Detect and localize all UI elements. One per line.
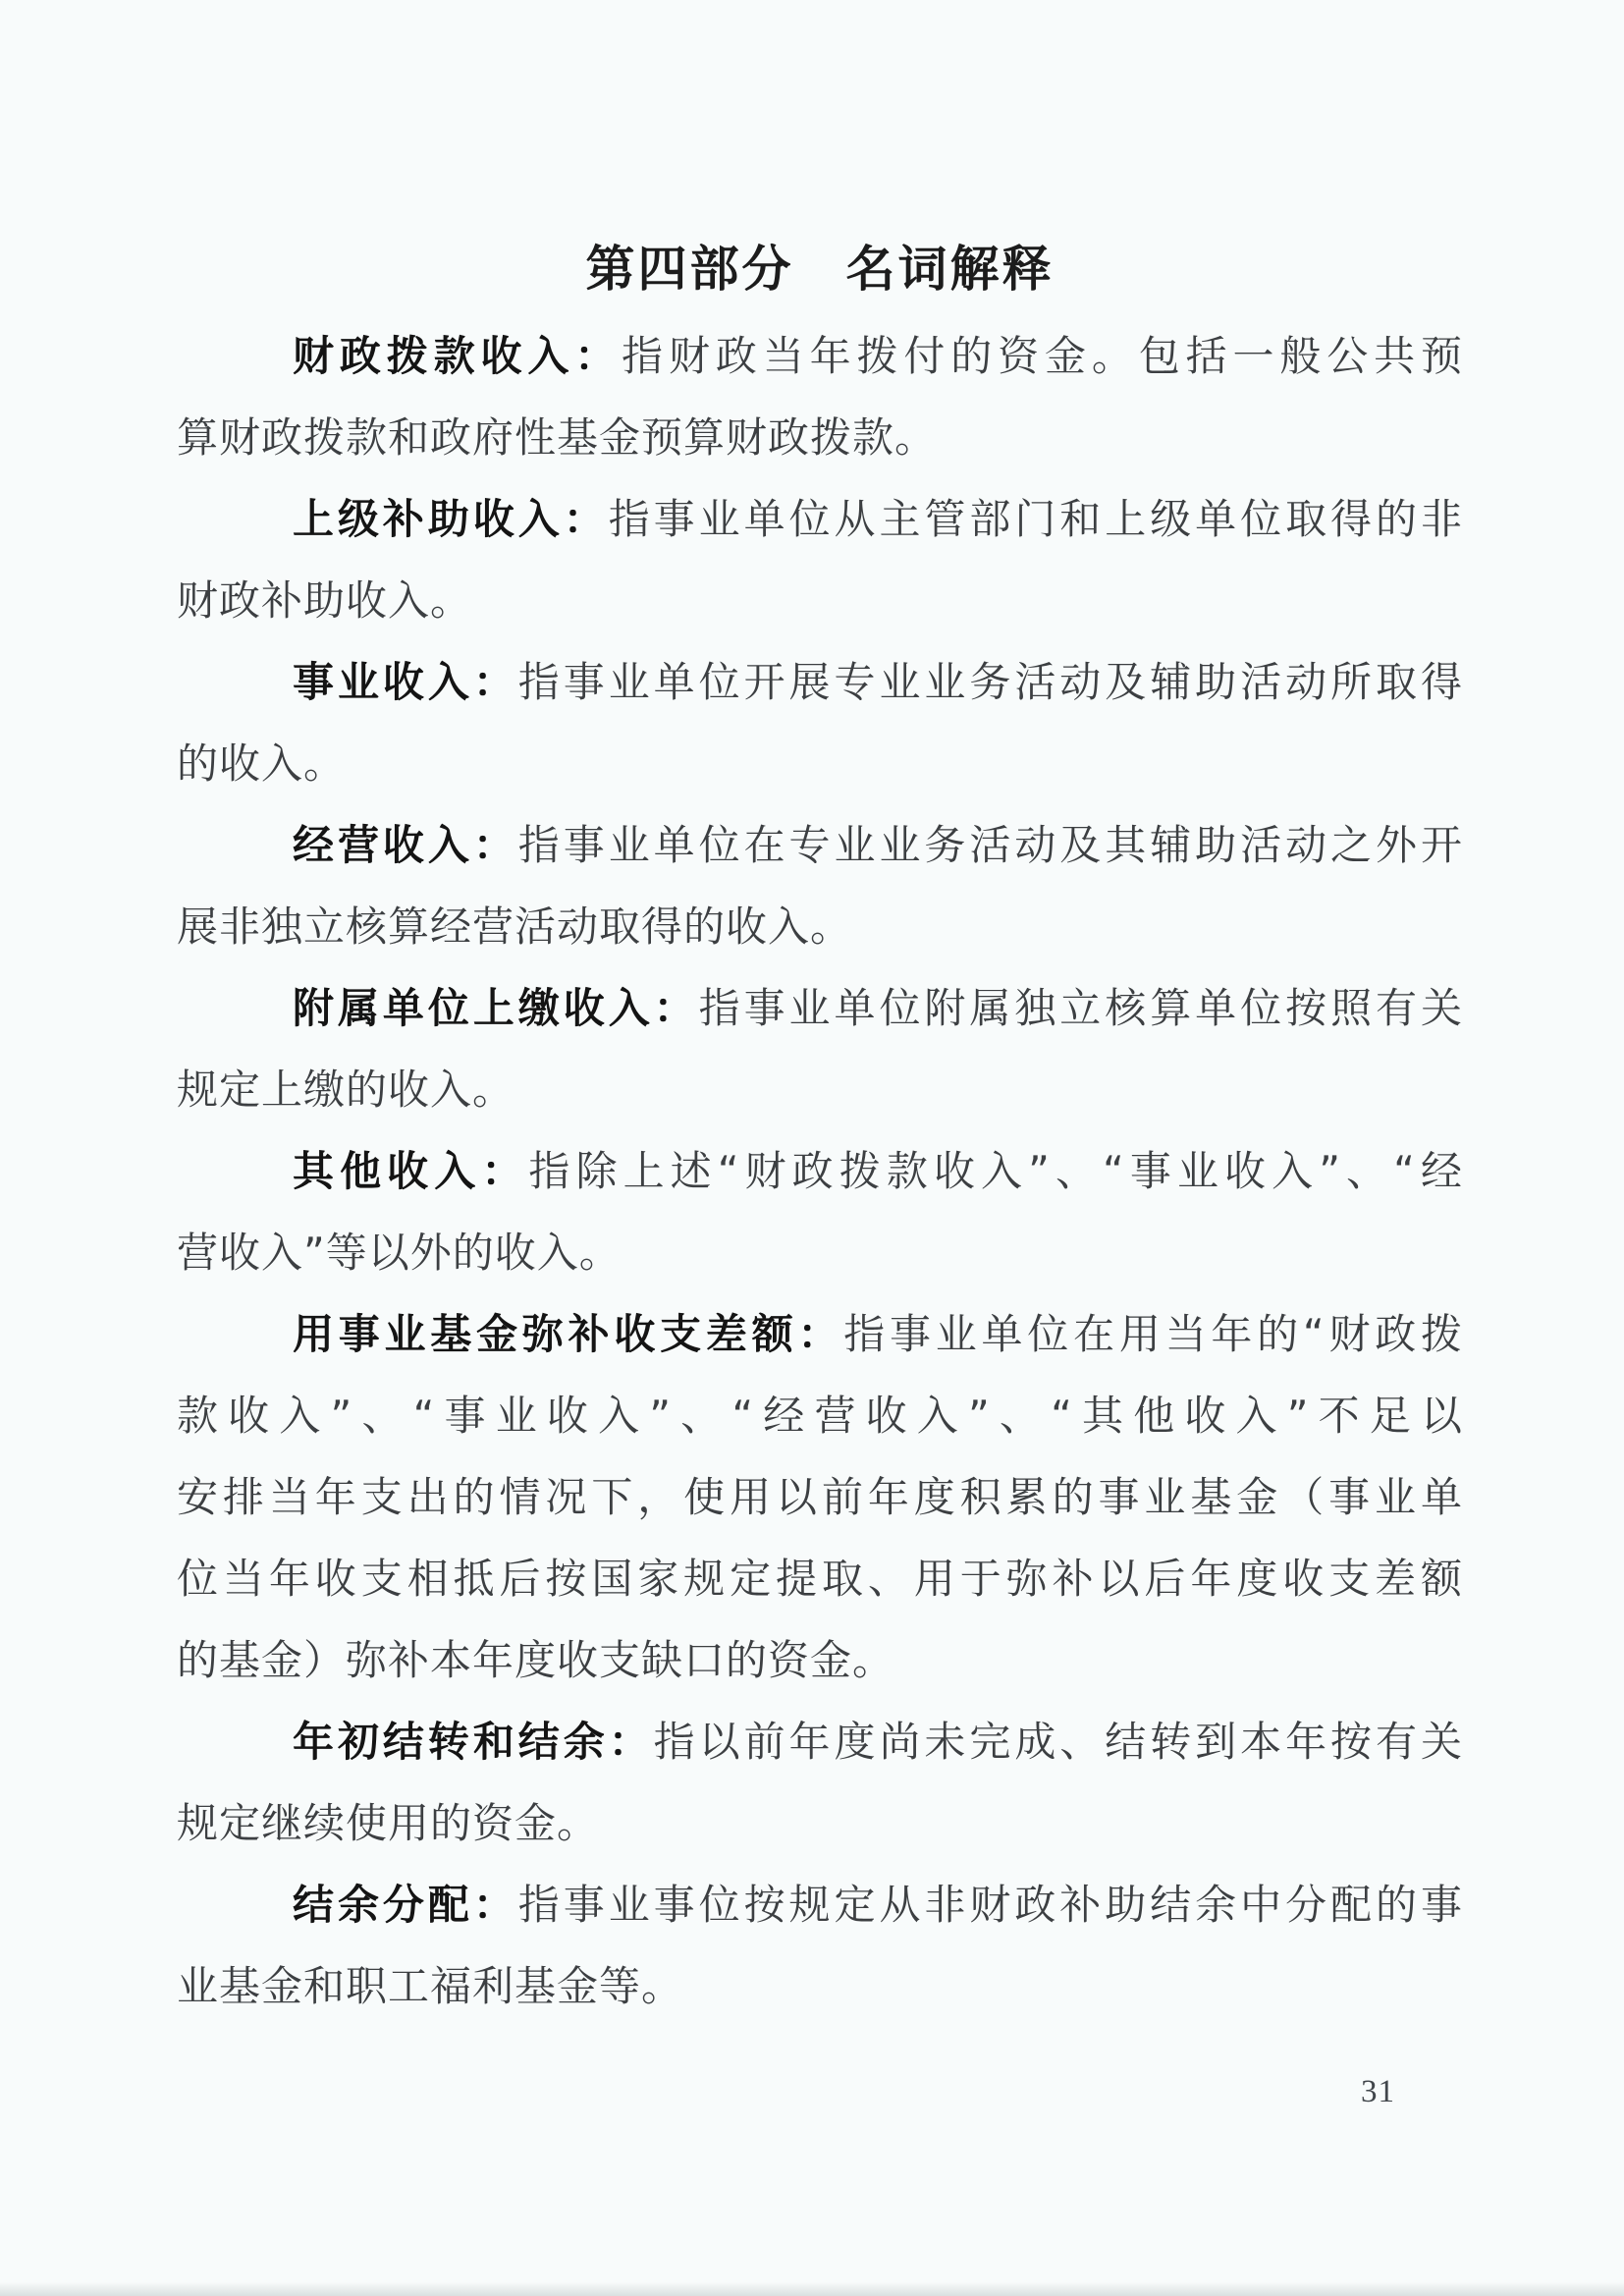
glossary-paragraphs [177,315,1463,2027]
line-text: 指事业单位在专业业务活动及其辅助活动之外开 [517,821,1463,869]
text-line [177,1375,1463,1456]
page-title: 第四部分 名词解释 [585,241,1055,298]
text-line [177,1212,1463,1293]
glossary-paragraph [177,478,1463,641]
line-text: 规定上缴的收入。 [177,1066,515,1114]
line-text: 位当年收支相抵后按国家规定提取、用于弥补以后年度收支差额 [177,1555,1463,1603]
term-label: 经营收入： [293,821,518,869]
glossary-paragraph [177,967,1463,1130]
line-text: 指事业单位附属独立核算单位按照有关 [698,984,1463,1032]
line-text: 指事业单位在用当年的“财政拨 [843,1310,1463,1358]
line-text: 的基金）弥补本年度收支缺口的资金。 [177,1636,895,1684]
line-text: 展非独立核算经营活动取得的收入。 [177,902,853,951]
text-line [177,804,1463,886]
text-line [177,315,1463,397]
line-text: 指事业事位按规定从非财政补助结余中分配的事 [517,1881,1463,1929]
term-label: 附属单位上缴收入： [293,984,699,1032]
line-text: 指事业单位开展专业业务活动及辅助活动所取得 [517,658,1463,706]
text-line [177,478,1463,560]
scan-edge-shadow [0,2282,1624,2296]
text-line [177,723,1463,804]
line-text: 业基金和职工福利基金等。 [177,1962,684,2010]
text-line [177,1782,1463,1864]
glossary-paragraph [177,1701,1463,1864]
line-text: 款收入”、“事业收入”、“经营收入”、“其他收入”不足以 [177,1392,1463,1440]
text-line [177,967,1463,1049]
line-text: 的收入。 [177,739,347,788]
text-line [177,1130,1463,1212]
glossary-paragraph [177,1130,1463,1293]
text-line [177,1538,1463,1619]
line-text: 指财政当年拨付的资金。包括一般公共预 [622,332,1463,380]
text-line [177,1456,1463,1538]
text-line [177,560,1463,641]
term-label: 结余分配： [293,1881,518,1929]
glossary-paragraph [177,315,1463,478]
line-text: 指除上述“财政拨款收入”、“事业收入”、“经 [528,1147,1463,1195]
text-line [177,1701,1463,1782]
text-line [177,1945,1463,2027]
text-line [177,641,1463,723]
line-text: 算财政拨款和政府性基金预算财政拨款。 [177,413,938,462]
glossary-paragraph [177,1864,1463,2027]
text-line [177,886,1463,967]
term-label: 财政拨款收入： [293,332,623,380]
line-text: 指以前年度尚未完成、结转到本年按有关 [653,1718,1463,1766]
page-number: 31 [1361,2074,1395,2109]
line-text: 指事业单位从主管部门和上级单位取得的非 [608,495,1463,543]
text-line [177,1619,1463,1701]
text-line [177,1293,1463,1375]
term-label: 年初结转和结余： [293,1718,654,1766]
line-text: 规定继续使用的资金。 [177,1799,600,1847]
line-text: 安排当年支出的情况下，使用以前年度积累的事业基金（事业单 [177,1473,1463,1521]
text-line [177,1864,1463,1945]
line-text: 营收入”等以外的收入。 [177,1229,622,1277]
term-label: 事业收入： [293,658,518,706]
glossary-paragraph [177,1293,1463,1701]
glossary-paragraph [177,804,1463,967]
text-line [177,397,1463,478]
glossary-paragraph [177,641,1463,804]
term-label: 用事业基金弥补收支差额： [293,1310,844,1358]
text-line [177,1049,1463,1130]
term-label: 其他收入： [293,1147,529,1195]
line-text: 财政补助收入。 [177,576,473,625]
term-label: 上级补助收入： [293,495,609,543]
